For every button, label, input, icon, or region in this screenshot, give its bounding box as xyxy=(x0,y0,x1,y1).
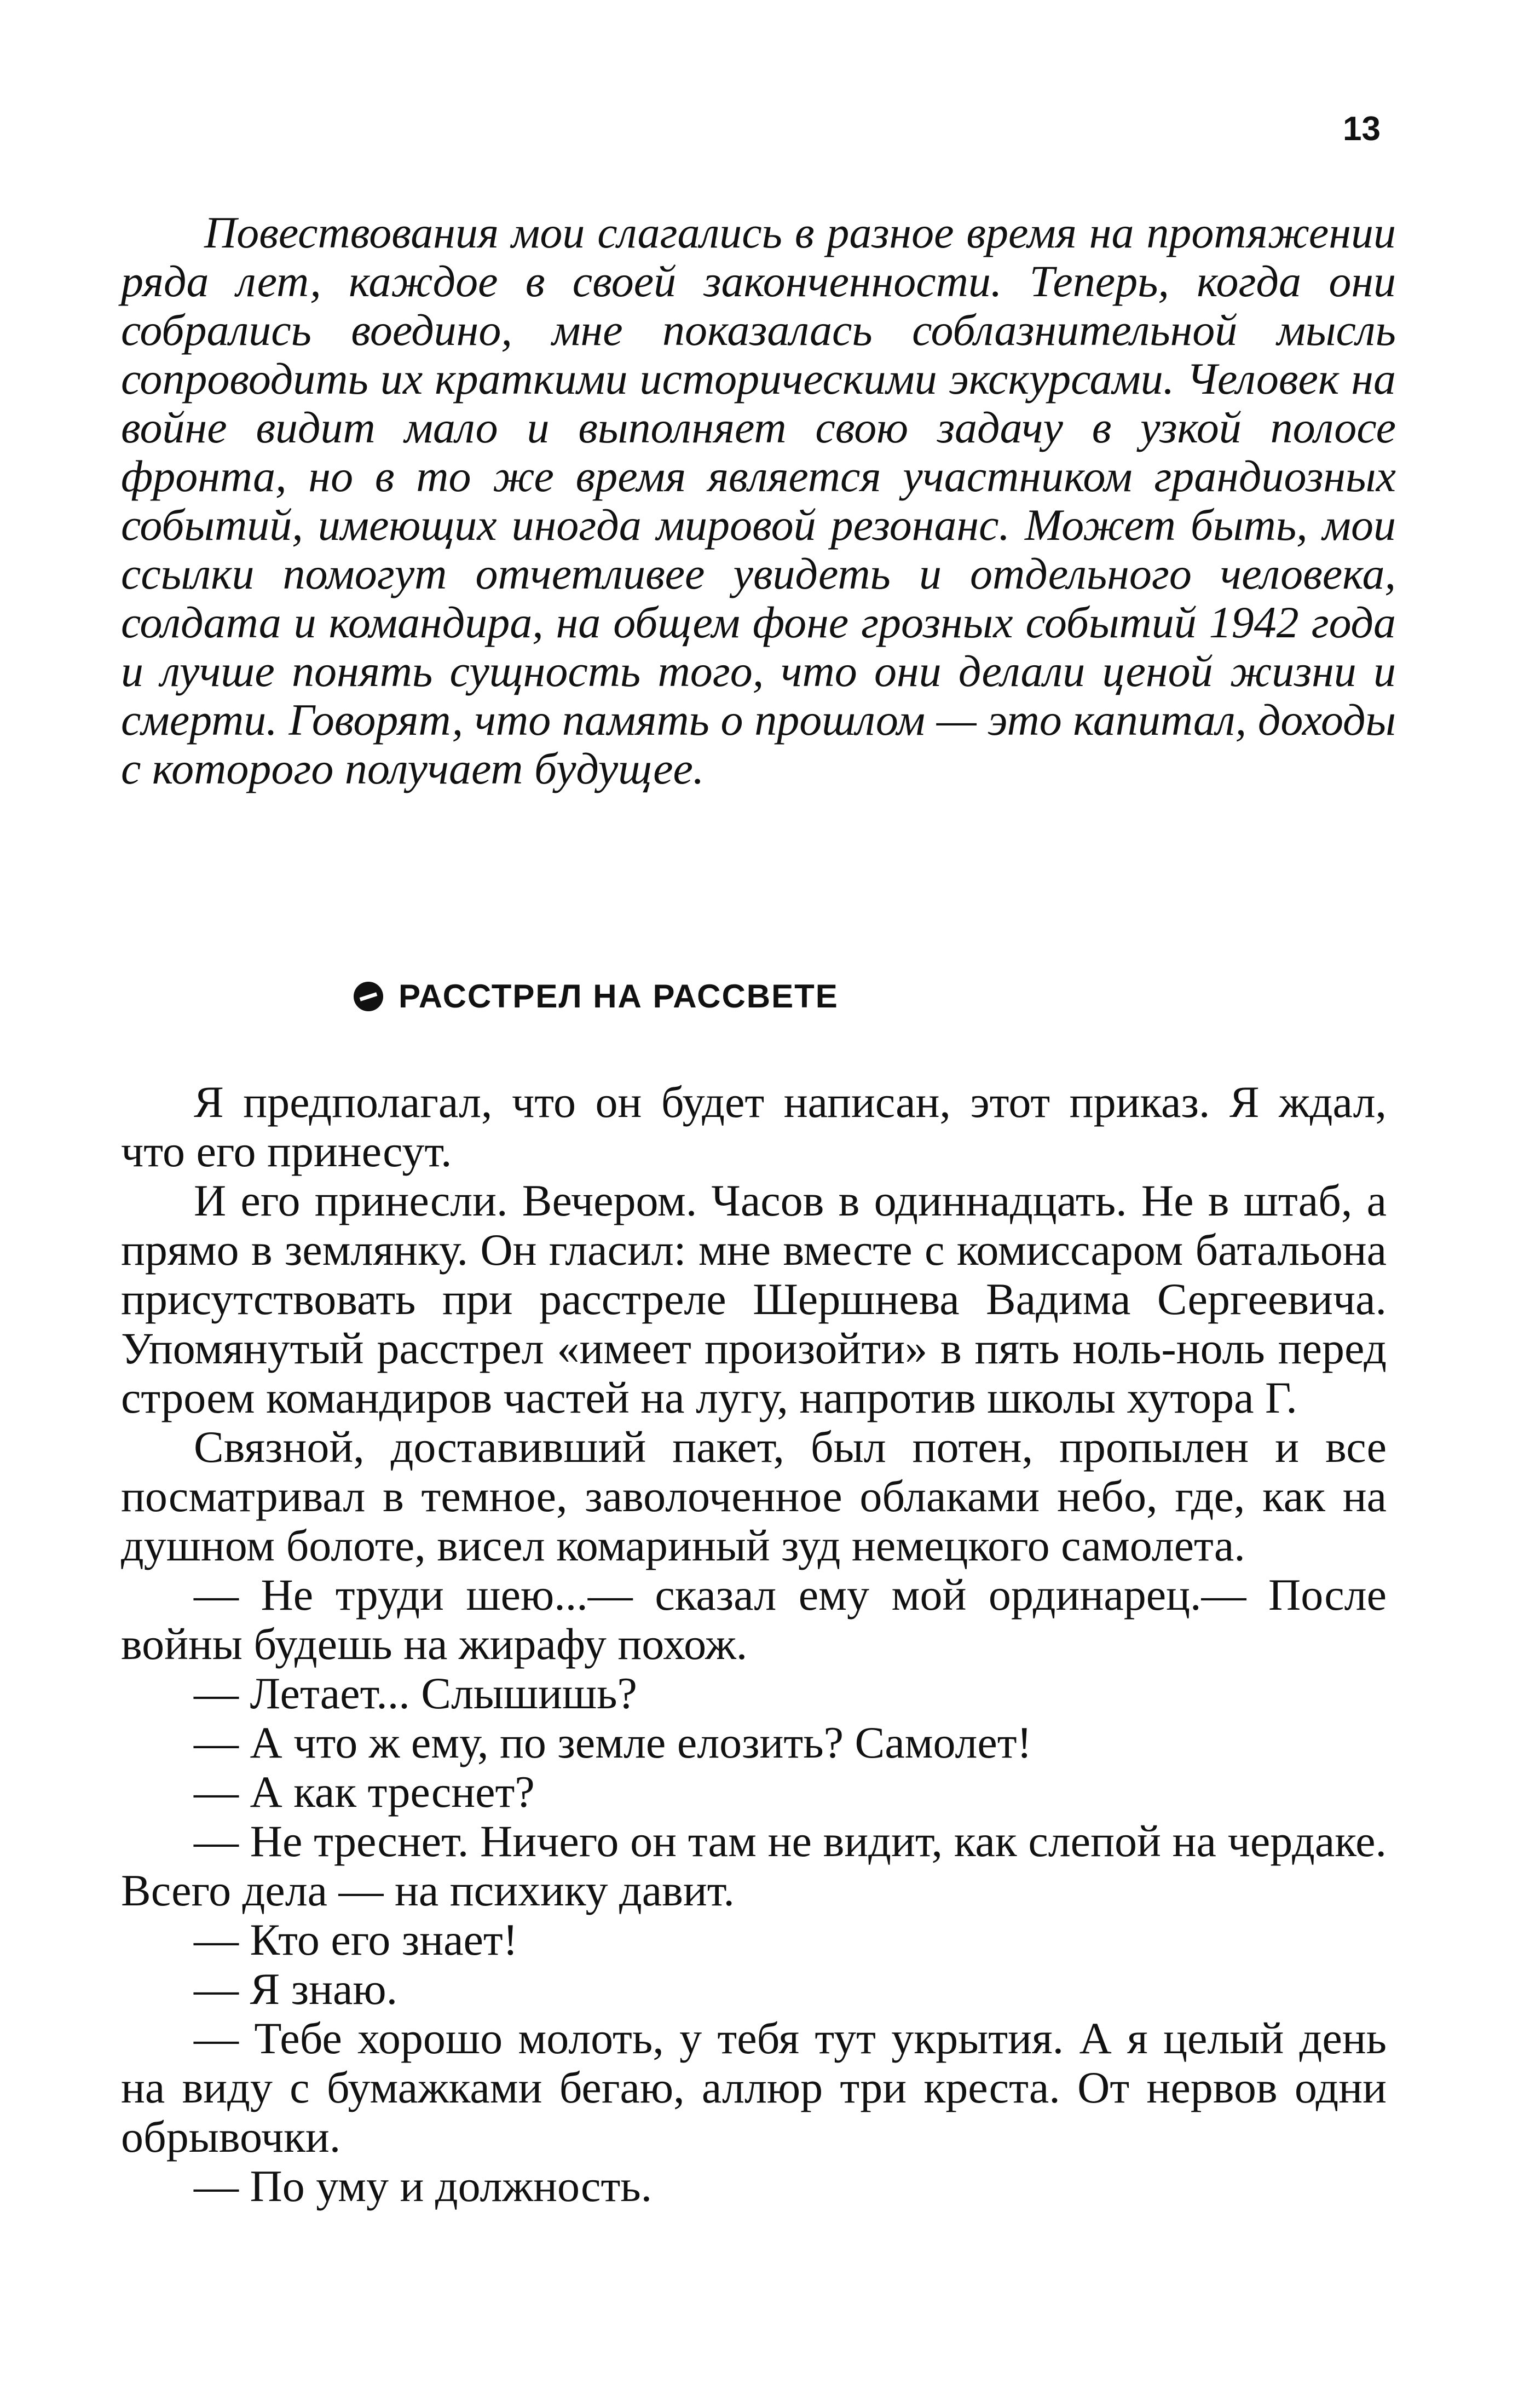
chapter-body xyxy=(121,1078,1387,2211)
body-paragraph: И его принесли. Вечером. Часов в одиннадцать. Не в штаб, а прямо в землянку. Он гласил: мне вместе с комиссаром батальона присутствовать при расстреле Шершнева Вадима Сергеевича. Упомянутый расстрел «имеет произойти» в пять ноль-ноль перед строем командиров частей на лугу, напротив школы хутора Г. xyxy=(121,1176,1387,1422)
dialogue-line: — Не труди шею...— сказал ему мой ординарец.— После войны будешь на жирафу похож. xyxy=(121,1570,1387,1669)
dialogue-line: — Я знаю. xyxy=(194,1964,398,2014)
section-heading xyxy=(354,980,839,1013)
dialogue-line: — По уму и должность. xyxy=(194,2161,653,2211)
page-number: 13 xyxy=(1343,110,1381,148)
dialogue-line: — Не треснет. Ничего он там не видит, как слепой на чердаке. Всего дела — на психику давит. xyxy=(121,1816,1387,1915)
section-heading-text: РАССТРЕЛ НА РАССВЕТЕ xyxy=(399,978,839,1015)
body-paragraph: Связной, доставивший пакет, был потен, пропылен и все посматривал в темное, заволоченное облаками небо, где, как на душном болоте, висел комариный зуд немецкого самолета. xyxy=(121,1422,1387,1570)
bullet-icon xyxy=(354,982,383,1011)
dialogue-line: — А что ж ему, по земле елозить? Самолет! xyxy=(194,1718,1032,1767)
intro-paragraph: Повествования мои слагались в разное время на протяжении ряда лет, каждое в своей законченности. Теперь, когда они собрались воедино, мне показалась соблазнительной мысль сопроводить их краткими историческими экскурсами. Человек на войне видит мало и выполняет свою задачу в узкой полосе фронта, но в то же время является участником грандиозных событий, имеющих иногда мировой резонанс. Может быть, мои ссылки помогут отчетливее увидеть и отдельного человека, солдата и командира, на общем фоне грозных событий 1942 года и лучше понять сущность того, что они делали ценой жизни и смерти. Говорят, что память о прошлом — это капитал, доходы с которого получает будущее. xyxy=(121,208,1396,793)
dialogue-line: — Тебе хорошо молоть, у тебя тут укрытия. А я целый день на виду с бумажками бегаю, аллюр три креста. От нервов одни обрывочки. xyxy=(121,2013,1387,2162)
body-paragraph: Я предполагал, что он будет написан, этот приказ. Я ждал, что его принесут. xyxy=(121,1077,1387,1176)
dialogue-line: — А как треснет? xyxy=(194,1767,535,1817)
dialogue-line: — Летает... Слышишь? xyxy=(194,1668,637,1718)
dialogue-line: — Кто его знает! xyxy=(194,1915,518,1965)
